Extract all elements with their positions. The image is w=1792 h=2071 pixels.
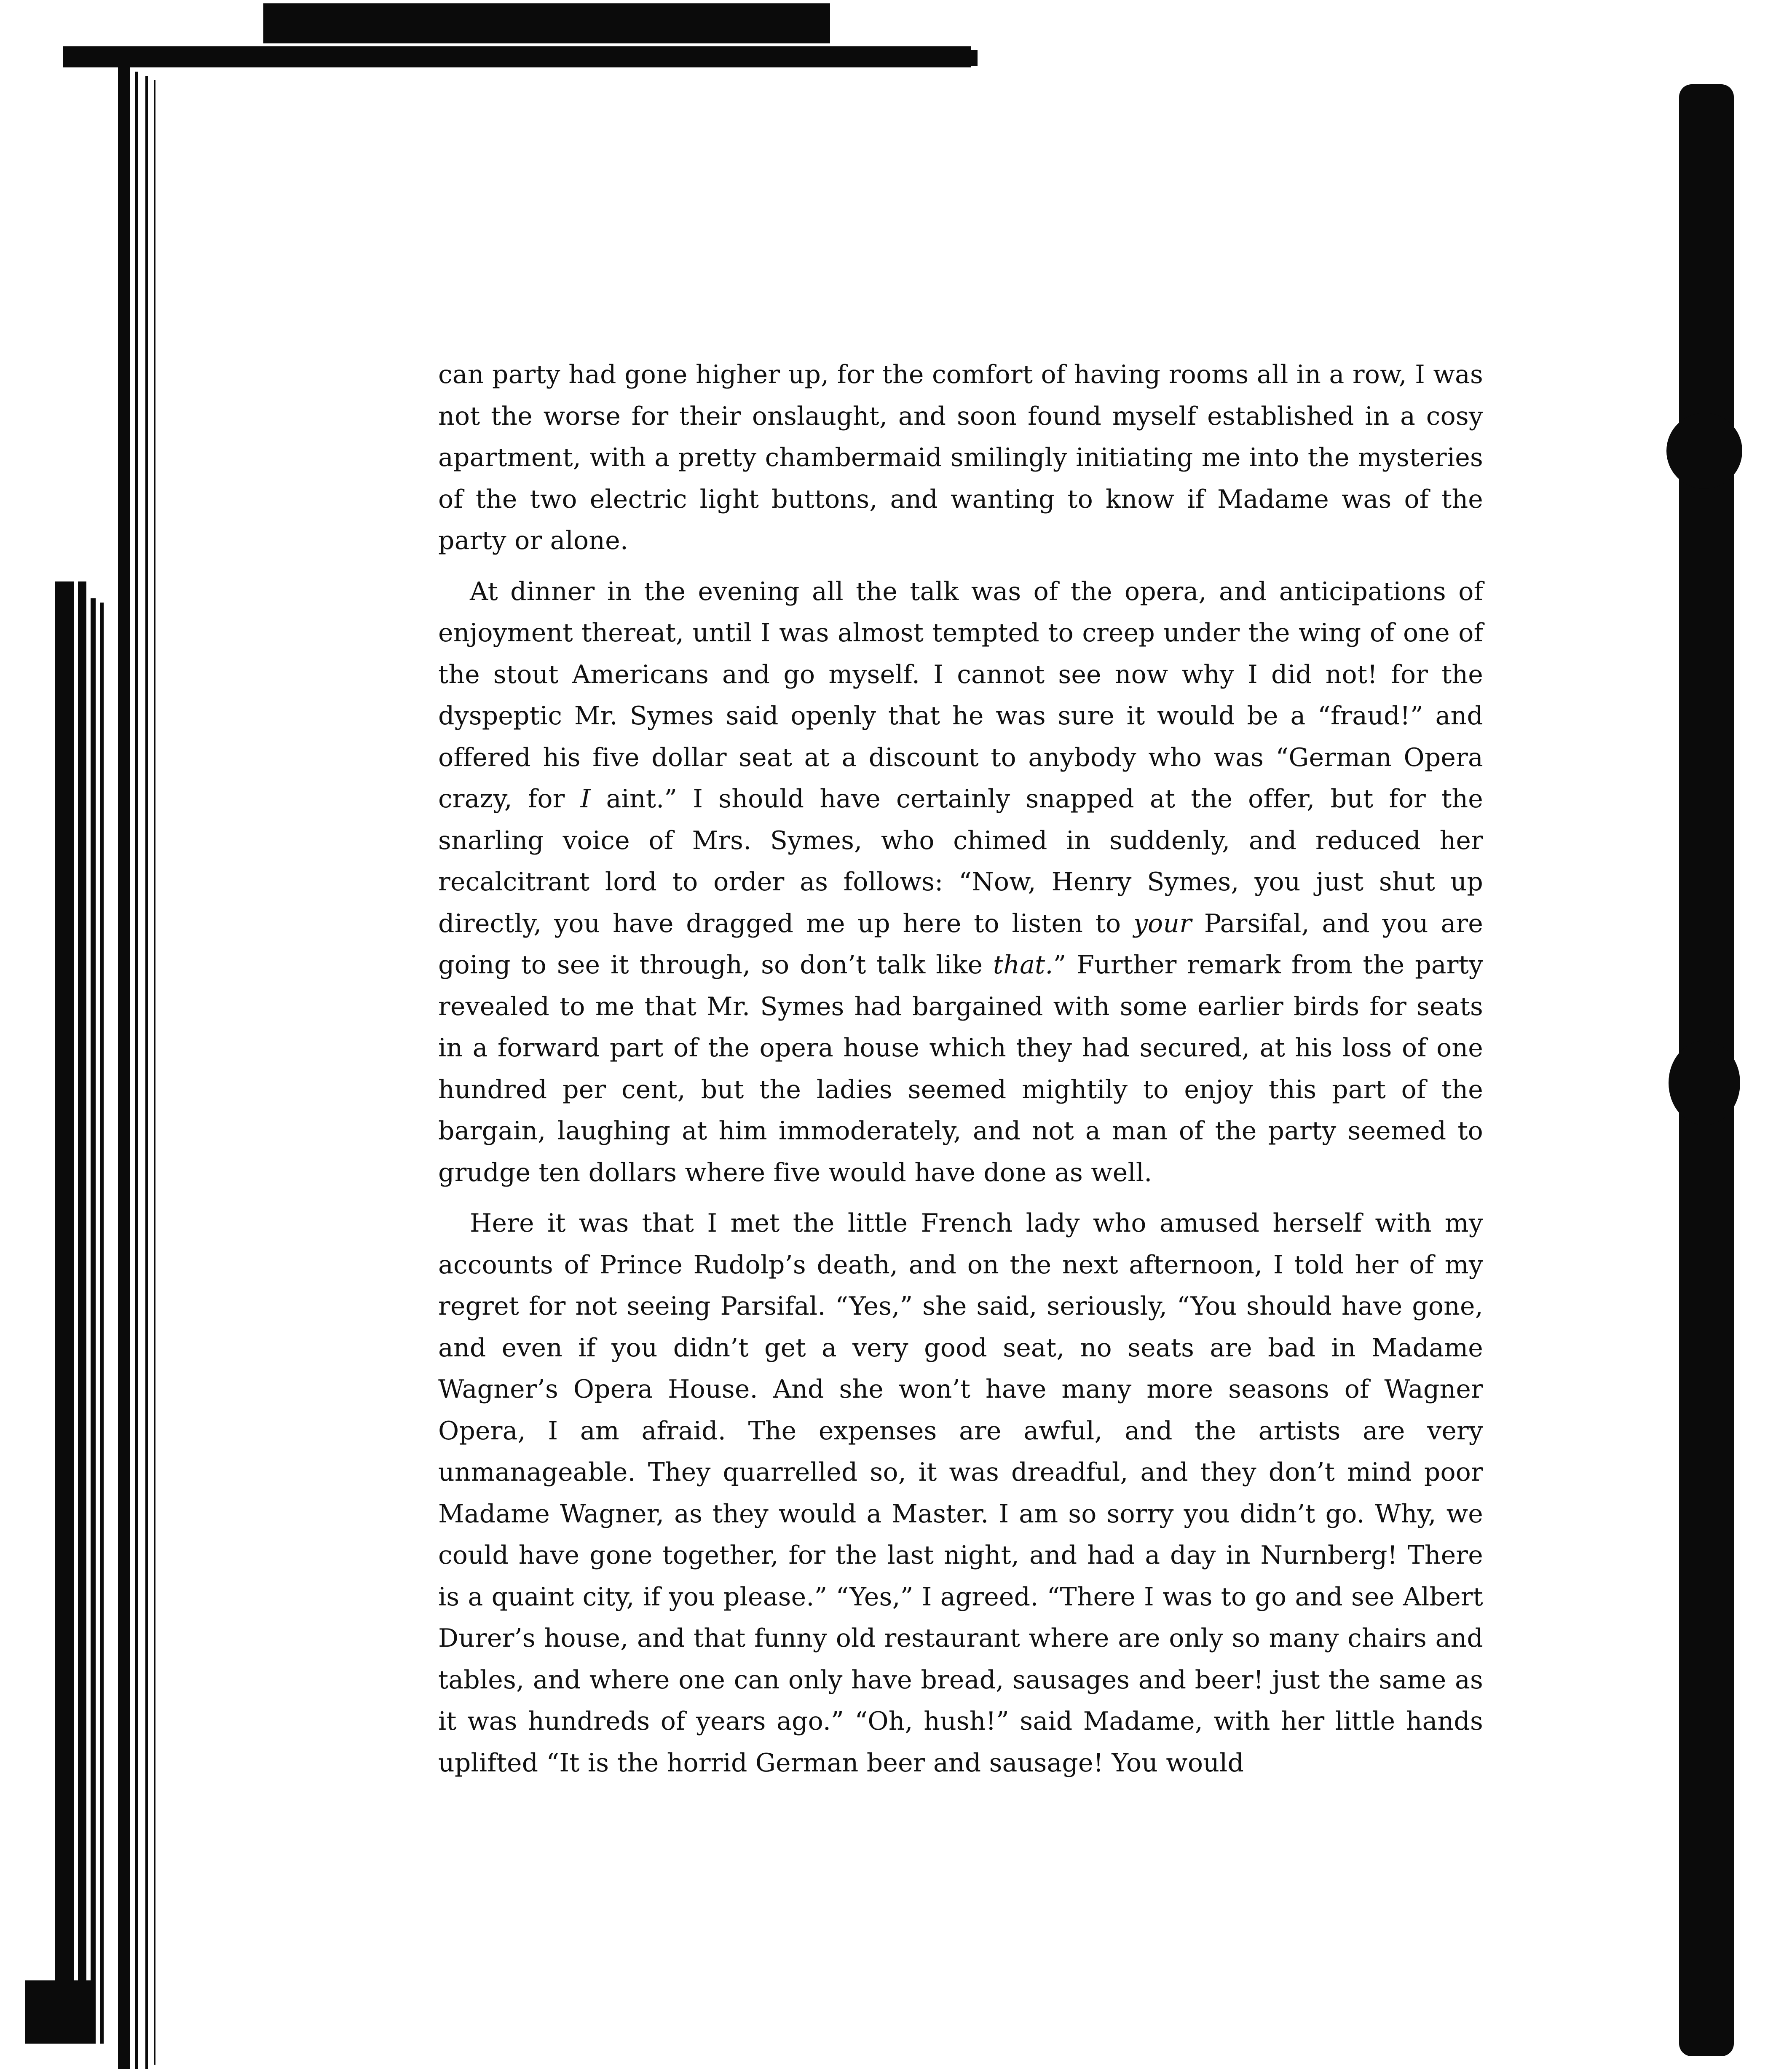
paragraph	[438, 571, 1483, 1194]
scan-border-left-block	[100, 603, 104, 2044]
paragraph-text: Parsifal, and you are going to see it through, so don’t talk like	[438, 908, 1483, 980]
scan-border-left-block	[91, 598, 96, 2044]
scan-border-right-knot	[1666, 413, 1742, 489]
italic-text: that.	[993, 950, 1053, 980]
scan-border-top	[263, 3, 830, 43]
scan-border-left	[145, 76, 148, 2069]
paragraph-text: Here it was that I met the little French lady who amused herself with my accounts of Prince Rudolp’s death, and on the next afternoon, I told her of my regret for not seeing Parsifal. “Yes,” she said, seriously, “You should have gone, and even if you didn’t get a very good seat, no seats are bad in Madame Wagner’s Opera House. And she won’t have many more seasons of Wagner Opera, I am afraid. The expenses are awful, and the artists are very unmanageable. They quarrelled so, it was dreadful, and they don’t mind poor Madame Wagner, as they would a Master. I am so sorry you didn’t go. Why, we could have gone together, for the last night, and had a day in Nurnberg! There is a quaint city, if you please.” “Yes,” I agreed. “There I was to go and see Albert Durer’s house, and that funny old restaurant where are only so many chairs and tables, and where one can only have bread, sausages and beer! just the same as it was hundreds of years ago.” “Oh, hush!” said Madame, with her little hands uplifted “It is the horrid German beer and sausage! You would	[438, 1208, 1483, 1778]
paragraph-text: can party had gone higher up, for the comfort of having rooms all in a row, I was not the worse for their onslaught, and soon found myself established in a cosy apartment, with a pretty chambermaid smilingly initiating me into the mysteries of the two electric light buttons, and wanting to know if Madame was of the party or alone.	[438, 360, 1483, 555]
scan-border-corner	[25, 1980, 93, 2044]
scan-border-top-rule-end	[969, 50, 978, 66]
paragraph	[438, 1203, 1483, 1784]
scan-border-left	[135, 72, 138, 2069]
paragraph-text: At dinner in the evening all the talk was of the opera, and anticipations of enjoyment thereat, until I was almost tempted to creep under the wing of one of the stout Americans and go myself. I cannot see now why I did not! for the dyspeptic Mr. Symes said openly that he was sure it would be a “fraud!” and offered his five dollar seat at a discount to anybody who was “German Opera crazy, for	[438, 576, 1483, 814]
scan-border-left-block	[78, 581, 86, 2044]
paragraph-text: aint.” I should have certainly snapped at the offer, but for the snarling voice of Mrs. Symes, who chimed in suddenly, and reduced her recalcitrant lord to order as follows: “Now, Henry Symes, you just shut up directly, you have dragged me up here to listen to	[438, 784, 1483, 938]
paragraph	[438, 354, 1483, 562]
scan-border-top-rule	[63, 46, 971, 67]
italic-text: I	[580, 784, 591, 814]
paragraph-text: ” Further remark from the party revealed to me that Mr. Symes had bargained with some earlier birds for seats in a forward part of the opera house which they had secured, at his loss of one hundred per cent, but the ladies seemed mightily to enjoy this part of the bargain, laughing at him immoderately, and not a man of the party seemed to grudge ten dollars where five would have done as well.	[438, 950, 1483, 1187]
page-body	[438, 354, 1483, 1793]
italic-text: your	[1133, 908, 1192, 938]
scan-border-left	[118, 67, 130, 2069]
scan-border-left-block	[55, 581, 74, 2044]
scan-border-right-knot	[1669, 1041, 1740, 1125]
scan-border-left	[154, 80, 155, 2065]
